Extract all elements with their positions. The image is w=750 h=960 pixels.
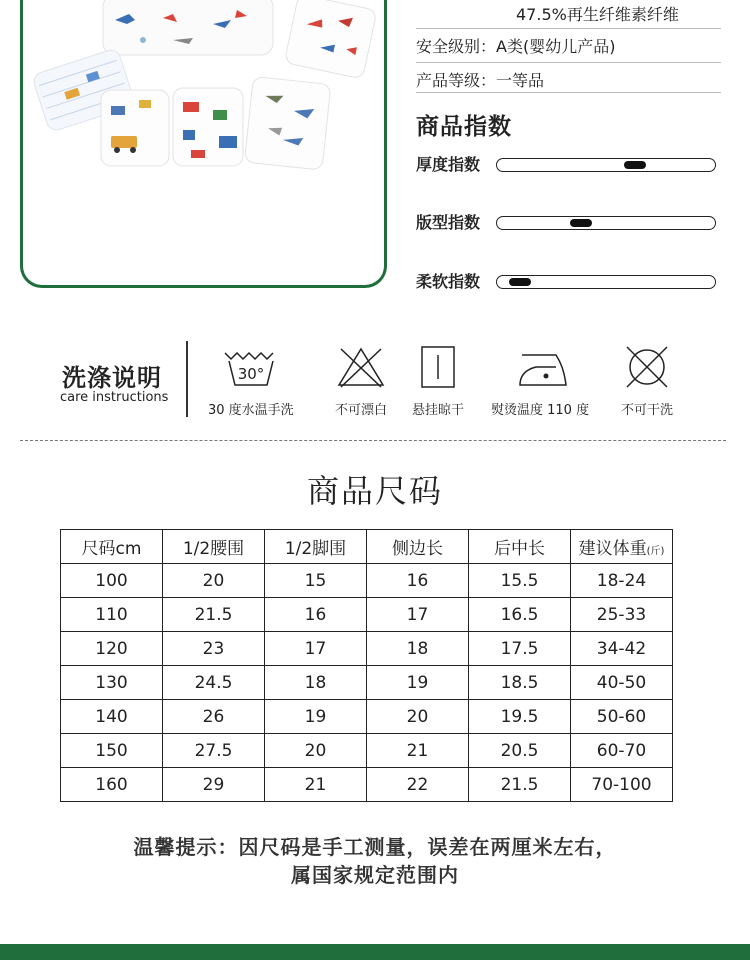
index-marker bbox=[624, 161, 646, 169]
index-label: 厚度指数 bbox=[416, 155, 481, 174]
table-cell: 130 bbox=[61, 666, 163, 700]
table-cell: 18 bbox=[265, 666, 367, 700]
table-cell: 27.5 bbox=[163, 734, 265, 768]
table-cell: 140 bbox=[61, 700, 163, 734]
table-cell: 20 bbox=[163, 564, 265, 598]
care-label: 不可干洗 bbox=[620, 403, 673, 418]
table-cell: 21 bbox=[265, 768, 367, 802]
table-cell: 16 bbox=[265, 598, 367, 632]
care-no-bleach bbox=[331, 345, 391, 418]
index-label: 柔软指数 bbox=[416, 272, 481, 291]
table-cell: 21.5 bbox=[163, 598, 265, 632]
care-iron bbox=[491, 345, 589, 418]
table-cell: 16 bbox=[367, 564, 469, 598]
table-cell: 150 bbox=[61, 734, 163, 768]
care-label: 30 度水温手洗 bbox=[208, 403, 294, 418]
wash-temp-text: 30° bbox=[237, 365, 265, 383]
table-header-row bbox=[61, 530, 673, 564]
table-cell: 18.5 bbox=[469, 666, 571, 700]
table-cell: 40-50 bbox=[571, 666, 673, 700]
product-photo bbox=[20, 0, 387, 288]
spec-divider bbox=[416, 0, 721, 29]
size-chart-title: 商品尺码 bbox=[306, 472, 443, 510]
table-cell: 23 bbox=[163, 632, 265, 666]
care-label: 悬挂晾干 bbox=[411, 403, 464, 418]
table-cell: 17 bbox=[367, 598, 469, 632]
weight-unit: (斤) bbox=[646, 546, 665, 557]
kids-underwear-illustration bbox=[23, 0, 384, 285]
tip-line-2: 属国家规定范围内 bbox=[291, 863, 459, 887]
table-row bbox=[61, 700, 673, 734]
care-label: 不可漂白 bbox=[334, 403, 387, 418]
section-divider bbox=[20, 440, 726, 441]
table-row bbox=[61, 666, 673, 700]
table-cell: 50-60 bbox=[571, 700, 673, 734]
table-row bbox=[61, 768, 673, 802]
table-cell: 15 bbox=[265, 564, 367, 598]
table-cell: 20.5 bbox=[469, 734, 571, 768]
safety-level: 安全级别：A类(婴幼儿产品) bbox=[416, 34, 721, 63]
table-row bbox=[61, 598, 673, 632]
table-cell: 17 bbox=[265, 632, 367, 666]
table-cell: 24.5 bbox=[163, 666, 265, 700]
table-cell: 17.5 bbox=[469, 632, 571, 666]
table-cell: 25-33 bbox=[571, 598, 673, 632]
column-header: 1/2腰围 bbox=[163, 530, 265, 564]
index-title: 商品指数 bbox=[416, 114, 512, 140]
no-dry-clean-icon bbox=[617, 345, 677, 389]
table-cell: 34-42 bbox=[571, 632, 673, 666]
column-header: 后中长 bbox=[469, 530, 571, 564]
iron-110-icon bbox=[500, 345, 580, 389]
tip-line-1: 温馨提示：因尺码是手工测量，误差在两厘米左右， bbox=[133, 835, 617, 859]
table-cell: 160 bbox=[61, 768, 163, 802]
fabric-composition: 47.5%再生纤维素纤维 bbox=[516, 5, 679, 24]
fit-index bbox=[416, 210, 721, 234]
index-track bbox=[496, 275, 716, 289]
table-cell: 120 bbox=[61, 632, 163, 666]
table-cell: 20 bbox=[265, 734, 367, 768]
care-divider bbox=[186, 341, 188, 417]
index-marker bbox=[509, 278, 531, 286]
size-rows bbox=[61, 564, 673, 802]
table-cell: 19 bbox=[265, 700, 367, 734]
column-header: 1/2脚围 bbox=[265, 530, 367, 564]
table-cell: 21.5 bbox=[469, 768, 571, 802]
column-header: 建议体重 bbox=[578, 539, 647, 559]
table-cell: 70-100 bbox=[571, 768, 673, 802]
column-header-weight bbox=[571, 530, 673, 564]
column-header: 尺码cm bbox=[61, 530, 163, 564]
table-cell: 19.5 bbox=[469, 700, 571, 734]
table-cell: 18 bbox=[367, 632, 469, 666]
table-cell: 19 bbox=[367, 666, 469, 700]
table-row bbox=[61, 734, 673, 768]
care-title: 洗涤说明 bbox=[62, 364, 162, 392]
table-cell: 21 bbox=[367, 734, 469, 768]
table-cell: 18-24 bbox=[571, 564, 673, 598]
index-track bbox=[496, 158, 716, 172]
thickness-index bbox=[416, 152, 721, 176]
table-cell: 22 bbox=[367, 768, 469, 802]
hang-dry-icon bbox=[408, 345, 468, 389]
table-row bbox=[61, 564, 673, 598]
no-bleach-icon bbox=[331, 345, 391, 389]
table-cell: 60-70 bbox=[571, 734, 673, 768]
size-table bbox=[60, 529, 673, 802]
table-cell: 16.5 bbox=[469, 598, 571, 632]
table-cell: 29 bbox=[163, 768, 265, 802]
column-header: 侧边长 bbox=[367, 530, 469, 564]
product-grade: 产品等级：一等品 bbox=[416, 68, 721, 93]
index-label: 版型指数 bbox=[416, 213, 481, 232]
table-cell: 110 bbox=[61, 598, 163, 632]
care-hand-wash bbox=[208, 345, 294, 418]
footer-bar bbox=[0, 944, 750, 960]
index-track bbox=[496, 216, 716, 230]
care-no-dry-clean bbox=[617, 345, 677, 418]
table-cell: 20 bbox=[367, 700, 469, 734]
table-cell: 26 bbox=[163, 700, 265, 734]
care-hang-dry bbox=[408, 345, 468, 418]
hand-wash-30-icon bbox=[221, 345, 281, 389]
table-cell: 100 bbox=[61, 564, 163, 598]
index-marker bbox=[570, 219, 592, 227]
table-row bbox=[61, 632, 673, 666]
table-cell: 15.5 bbox=[469, 564, 571, 598]
care-subtitle: care instructions bbox=[60, 390, 169, 405]
care-label: 熨烫温度 110 度 bbox=[491, 403, 590, 418]
softness-index bbox=[416, 269, 721, 293]
